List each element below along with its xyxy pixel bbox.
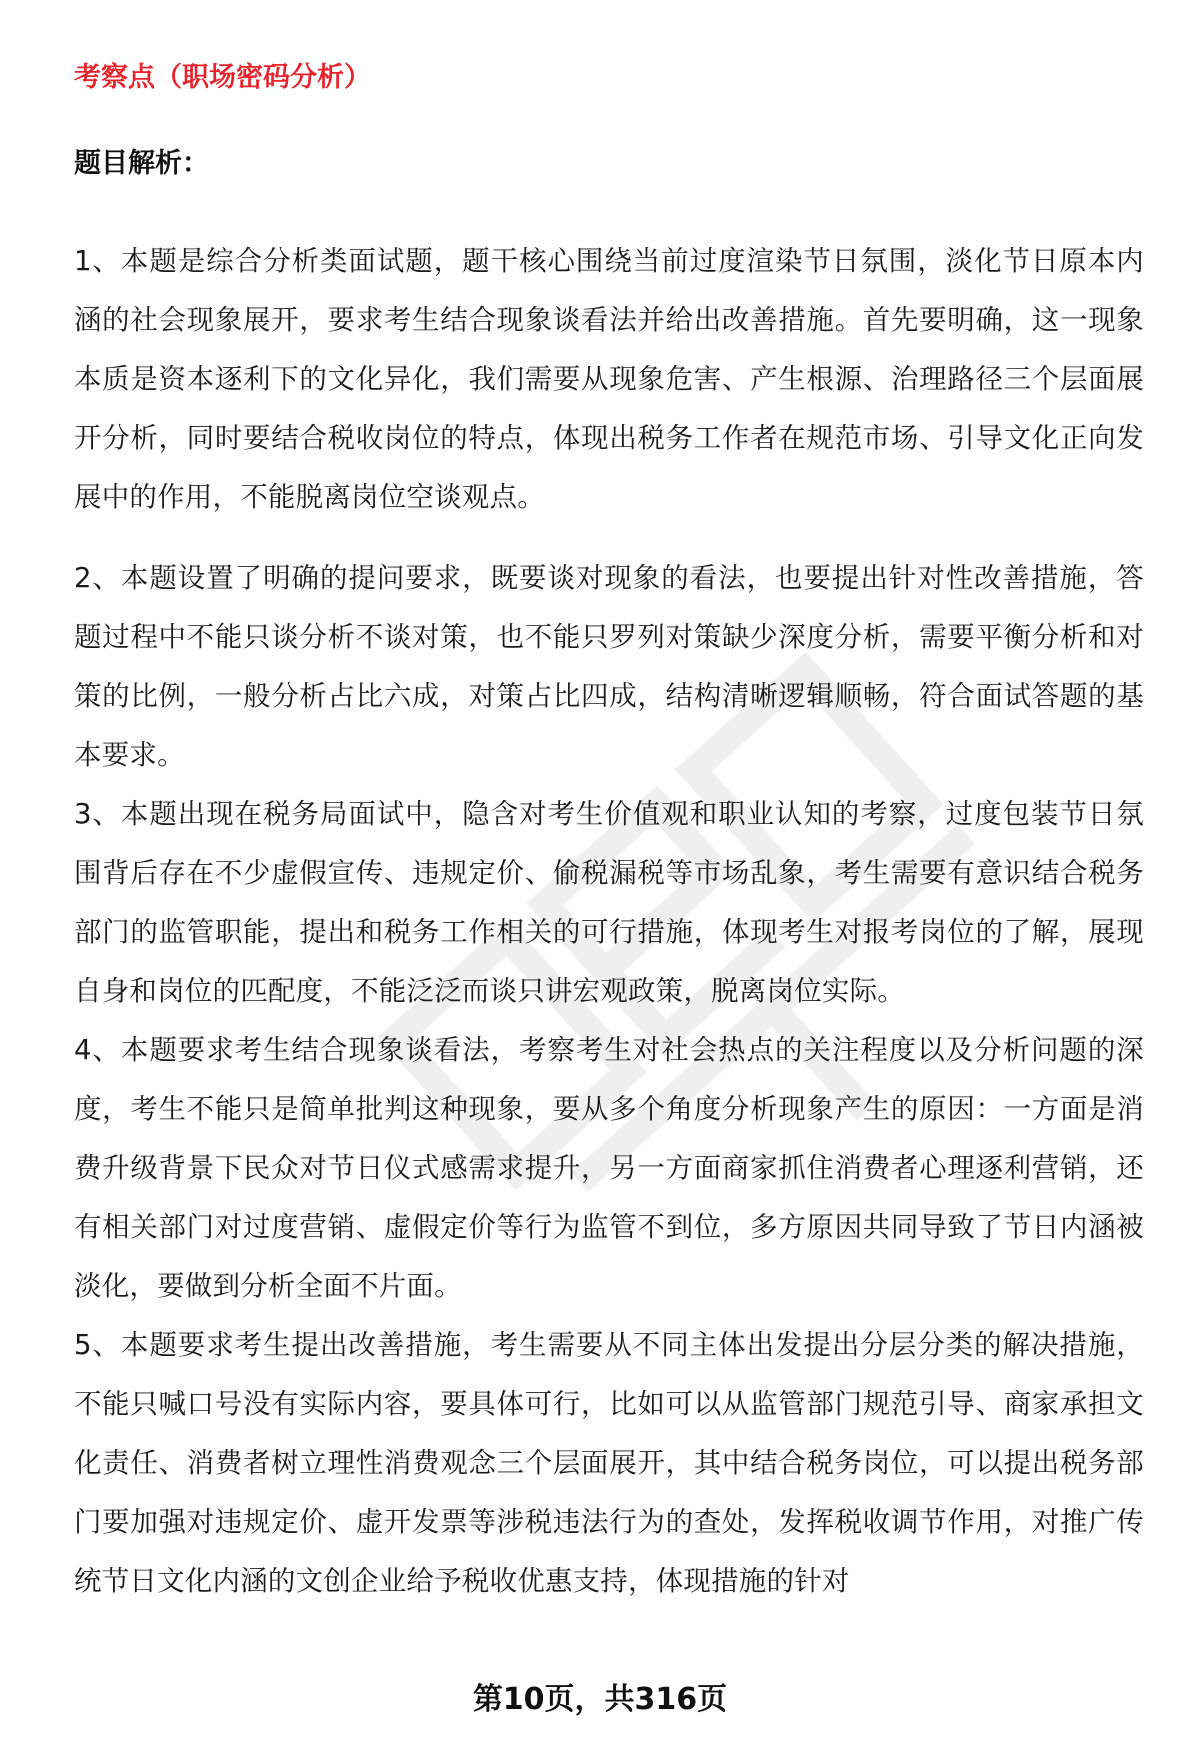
page-number: 第10页，共316页 [472, 1682, 728, 1717]
analysis-heading: 题目解析： [74, 148, 209, 179]
paragraph-1: 1、本题是综合分析类面试题，题干核心围绕当前过度渲染节日氛围，淡化节日原本内涵的社会现象展开，要求考生结合现象谈看法并给出改善措施。首先要明确，这一现象本质是资本逐利下的文化异化，我们需要从现象危害、产生根源、治理路径三个层面展开分析，同时要结合税收岗位的特点，体现出税务工作者在规范市场、引导文化正向发展中的作用，不能脱离岗位空谈观点。 [74, 245, 1144, 513]
content-body [74, 58, 1144, 1611]
paragraph-2: 2、本题设置了明确的提问要求，既要谈对现象的看法，也要提出针对性改善措施，答题过程中不能只谈分析不谈对策，也不能只罗列对策缺少深度分析，需要平衡分析和对策的比例，一般分析占比六成，对策占比四成，结构清晰逻辑顺畅，符合面试答题的基本要求。 [74, 562, 1144, 771]
section-label: 考察点（职场密码分析） [74, 62, 371, 93]
paragraph-3: 3、本题出现在税务局面试中，隐含对考生价值观和职业认知的考察，过度包装节日氛围背后存在不少虚假宣传、违规定价、偷税漏税等市场乱象，考生需要有意识结合税务部门的监管职能，提出和税务工作相关的可行措施，体现考生对报考岗位的了解，展现自身和岗位的匹配度，不能泛泛而谈只讲宏观政策，脱离岗位实际。 [74, 798, 1144, 1007]
paragraph-5: 5、本题要求考生提出改善措施，考生需要从不同主体出发提出分层分类的解决措施，不能只喊口号没有实际内容，要具体可行，比如可以从监管部门规范引导、商家承担文化责任、消费者树立理性消费观念三个层面展开，其中结合税务岗位，可以提出税务部门要加强对违规定价、虚开发票等涉税违法行为的查处，发挥税收调节作用，对推广传统节日文化内涵的文创企业给予税收优惠支持，体现措施的针对 [74, 1329, 1144, 1597]
paragraph-4: 4、本题要求考生结合现象谈看法，考察考生对社会热点的关注程度以及分析问题的深度，考生不能只是简单批判这种现象，要从多个角度分析现象产生的原因：一方面是消费升级背景下民众对节日仪式感需求提升，另一方面商家抓住消费者心理逐利营销，还有相关部门对过度营销、虚假定价等行为监管不到位，多方原因共同导致了节日内涵被淡化，要做到分析全面不片面。 [74, 1034, 1144, 1302]
